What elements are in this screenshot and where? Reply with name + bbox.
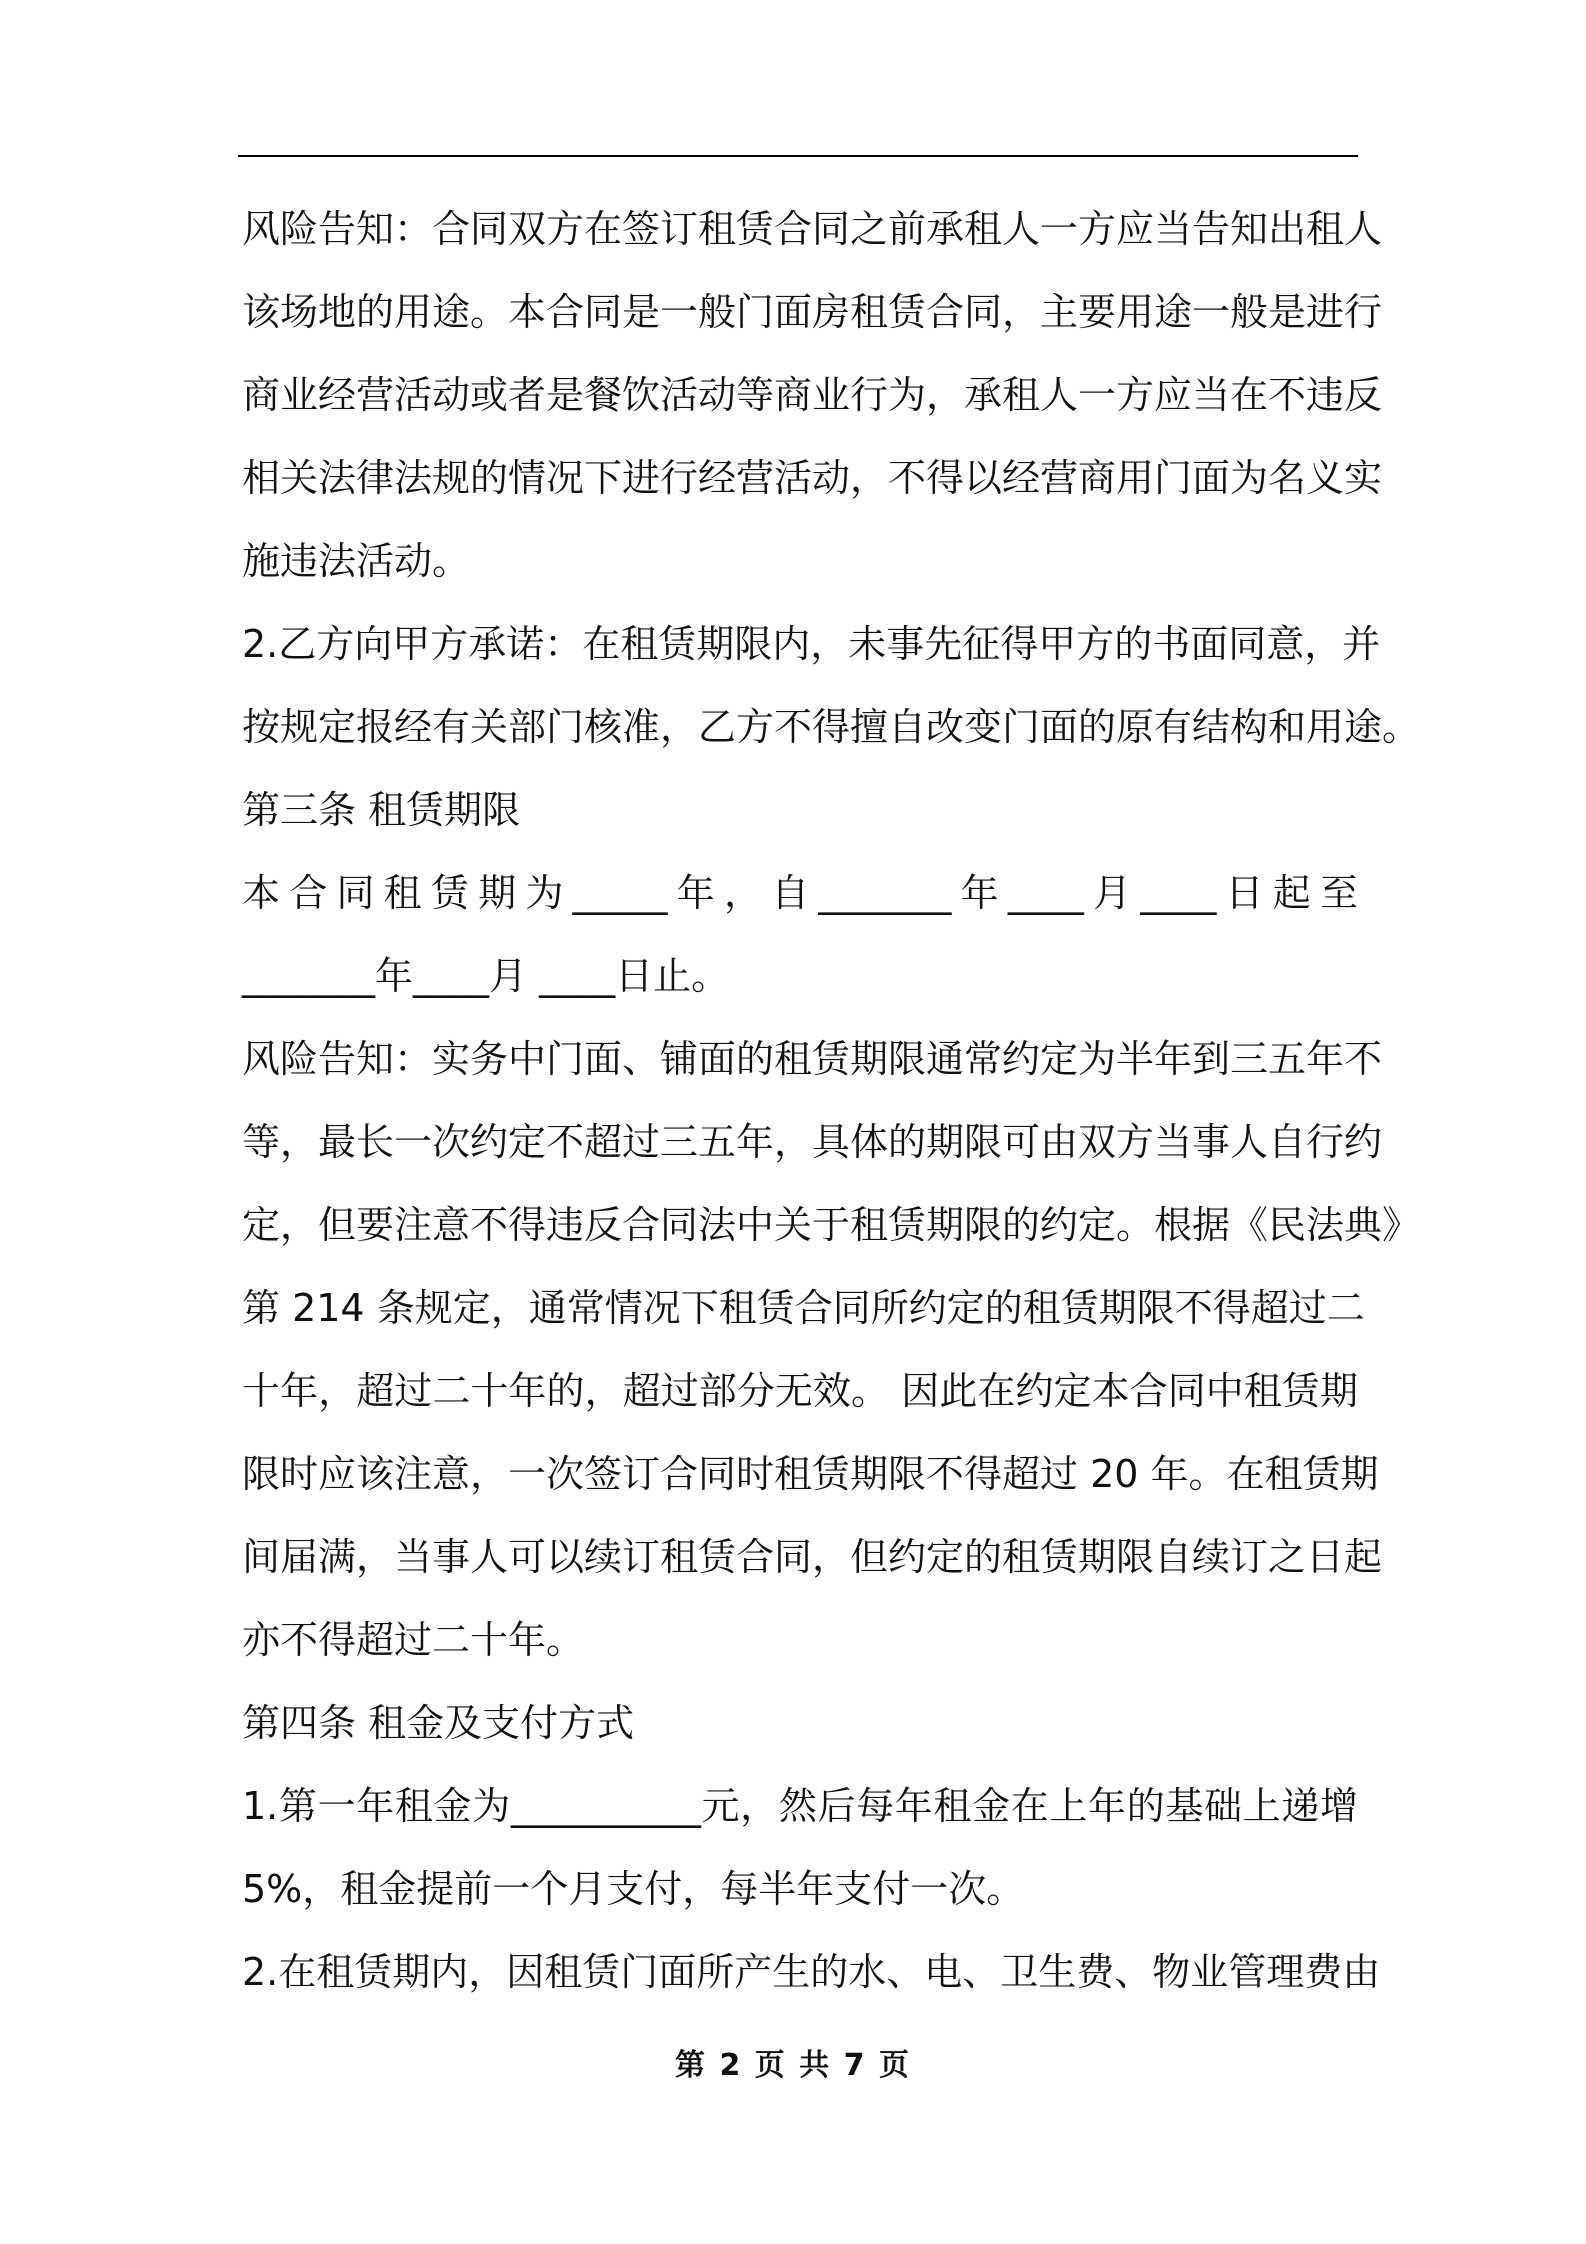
- text-line: 1.第一年租金为__________元，然后每年租金在上年的基础上递增: [242, 1784, 1358, 1828]
- text-line: 限时应该注意，一次签订合同时租赁期限不得超过 20 年。在租赁期: [242, 1452, 1379, 1496]
- text-line: 等，最长一次约定不超过三五年，具体的期限可由双方当事人自行约: [242, 1120, 1383, 1164]
- text-line: 施违法活动。: [242, 539, 471, 583]
- text-line: 定，但要注意不得违反合同法中关于租赁期限的约定。根据《民法典》: [242, 1203, 1421, 1247]
- text-line: 商业经营活动或者是餐饮活动等商业行为，承租人一方应当在不违反: [242, 373, 1383, 417]
- text-line: 十年，超过二十年的，超过部分无效。 因此在约定本合同中租赁期: [242, 1369, 1358, 1413]
- text-line: 第 214 条规定，通常情况下租赁合同所约定的租赁期限不得超过二: [242, 1286, 1365, 1330]
- header-rule: [238, 155, 1358, 157]
- text-line: 本合同租赁期为_____年，自_______年____月____日起至: [242, 871, 1358, 915]
- text-line: 按规定报经有关部门核准，乙方不得擅自改变门面的原有结构和用途。: [242, 705, 1421, 749]
- text-line: _______年____月 ____日止。: [242, 954, 730, 998]
- text-line: 2.乙方向甲方承诺：在租赁期限内，未事先征得甲方的书面同意，并: [242, 622, 1381, 666]
- text-line: 间届满，当事人可以续订租赁合同，但约定的租赁期限自续订之日起: [242, 1535, 1383, 1579]
- text-line: 2.在租赁期内，因租赁门面所产生的水、电、卫生费、物业管理费由: [242, 1950, 1381, 1994]
- text-line: 亦不得超过二十年。: [242, 1618, 585, 1662]
- text-line: 风险告知：合同双方在签订租赁合同之前承租人一方应当告知出租人: [242, 207, 1383, 251]
- text-line: 该场地的用途。本合同是一般门面房租赁合同，主要用途一般是进行: [242, 290, 1383, 334]
- text-line: 风险告知：实务中门面、铺面的租赁期限通常约定为半年到三五年不: [242, 1037, 1383, 1081]
- page-number-footer: 第 2 页 共 7 页: [675, 2048, 911, 2083]
- text-line: 相关法律法规的情况下进行经营活动，不得以经营商用门面为名义实: [242, 456, 1383, 500]
- text-line: 第四条 租金及支付方式: [242, 1701, 635, 1745]
- document-body: [242, 188, 1421, 2014]
- text-line: 第三条 租赁期限: [242, 788, 521, 832]
- text-line: 5%，租金提前一个月支付，每半年支付一次。: [242, 1867, 1025, 1911]
